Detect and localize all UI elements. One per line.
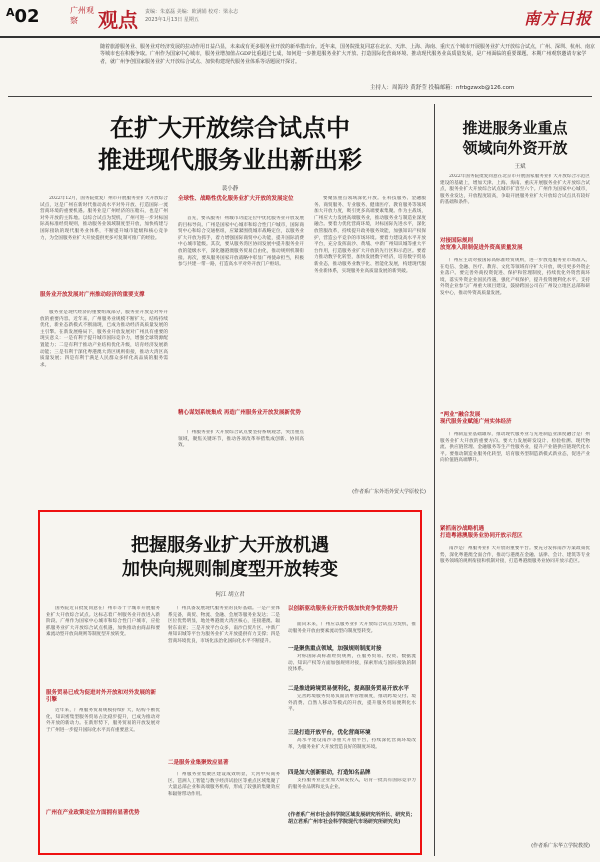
bottom-article-credit: (作者系广州市社会科学院区域发展研究所所长、研究员；胡立君系广州市社会科学院现代市场研究所研究员): [288, 812, 416, 825]
bottom-article-subhead: 一是聚焦重点领域，加强规则制度对接: [288, 646, 382, 652]
right-article-column: [440, 174, 590, 234]
bottom-article-column-3d: [288, 738, 416, 766]
right-article-credit: (作者系广东华立学院教授): [531, 843, 590, 849]
top-article-column-2: [178, 216, 304, 402]
article-paragraph: 2022年国务院批复同意在北京市开展国家服务业扩大开放综合示范区建设的基础上，增加天津、上海、海南、重庆开展服务业扩大开放综合试点，服务业扩大开放综合试点城市扩容至六个。广州作为国家中心城市，服务业发达，开放程度较高，争取开展服务业扩大开放综合试点具有较好的基础和条件。: [440, 174, 590, 206]
top-article-author: 裴小静: [221, 186, 239, 192]
subhead-line: “两业”融合发展: [440, 412, 481, 418]
bottom-article-column-1: [46, 606, 160, 666]
right-article-subhead: [440, 412, 590, 426]
divider: [8, 96, 592, 97]
bottom-article-subhead: 二是服务业集聚效应显著: [168, 760, 229, 766]
intro-byline: 主持人：周海玲 黄舒莹 投稿邮箱：nfrbgzwxb@126.com: [370, 85, 515, 91]
subhead-line: 现代服务业赋能广州实体经济: [440, 419, 512, 425]
column-divider: [434, 104, 435, 856]
bottom-article-subhead: 广州在产业政策定位方面拥有显著优势: [46, 810, 140, 816]
masthead-meta-line: 2023年1月13日 星期五: [145, 17, 199, 23]
masthead-meta-line: 责编：朱嘉磊 美编：欧满娟 校对：梁永志: [145, 9, 239, 15]
subhead-line: 对接国际规则: [440, 238, 474, 244]
section-subtitle: 广州观察: [70, 6, 94, 25]
right-article-subhead: [440, 526, 590, 540]
newspaper-logo: 南方日报: [523, 9, 592, 28]
right-article-subhead: [440, 238, 590, 252]
bottom-article-author: 何江 胡立君: [215, 592, 245, 598]
article-paragraph: 近年来，广州服务贸易规模持续扩大，结构不断优化，知识密集型服务贸易占比稳步提升，已成为推动对外开放的新动力。在新形势下，服务贸易的开放发展对于广州进一步提升国际化水平具有重要意义。: [46, 708, 160, 733]
bottom-article-column-3c: [288, 694, 416, 726]
bottom-article-subhead: 服务贸易已成为促进对外开放和对外发展的新引擎: [46, 690, 157, 703]
headline-line: 把握服务业扩大开放机遇: [131, 535, 329, 556]
headline-line: 在扩大开放综合试点中: [110, 113, 350, 142]
article-paragraph: 广州具备发展现代服务业的良好基础。一是产业体系完备，商贸、物流、金融、会展等服务业发达；二是区位优势明显，地处粤港澳大湾区核心，连接港澳、辐射东南亚；三是开放平台众多，南沙自贸片区、中新广州知识城等平台为服务业扩大开放提供有力支撑；四是营商环境优良，市场化法治化国际化水平不断提升。: [168, 606, 280, 644]
page-number: $^A$02: [6, 6, 40, 27]
top-article-subhead: 服务业开放发展对广州推动经济的重要支撑: [40, 292, 145, 298]
article-paragraph: 高水平建设南沙等重大开放平台，持续深化营商环境改革，为服务业扩大开放营造良好的制度环境。: [288, 738, 416, 750]
article-paragraph: 支持服务业企业加大研发投入，培育一批具有国际竞争力的服务业品牌和龙头企业。: [288, 778, 416, 790]
headline-line: 推进服务业重点: [462, 119, 568, 137]
article-paragraph: 南沙是广州服务业扩大开放的重要平台。要充分发挥南沙方案政策优势，深化粤港澳全面合作，推动与港澳在金融、法律、会计、建筑等专业服务领域的规则衔接和机制对接，打造粤港澳服务业协同开放示范区。: [440, 546, 590, 565]
article-paragraph: 首先，要从服务广州城市功能定位中优化服务业开放发展的目标导向。广州是国家中心城市和综合性门户城市，国际商贸中心和综合交通枢纽，应紧紧围绕城市战略定位，以服务业扩大开放为抓手，着力增强国际商贸中心功能，提升国际消费中心城市能级。其次，要从服务湾区协同发展中提升服务业开放的能级水平，深化穗港澳服务贸易自由化，推动规则机制衔接。再次，要从服务国家开放战略中彰显广州使命担当，积极参与共建一带一路，打造高水平对外开放门户枢纽。: [178, 216, 304, 268]
article-paragraph: 完善跨境服务贸易负面清单管理制度，推动跨境交付、境外消费、自然人移动等模式的开放，提升服务贸易便利化水平。: [288, 694, 416, 713]
bottom-article-subhead: 四是加大创新驱动，打造知名品牌: [288, 770, 371, 776]
headline-line: 加快向规则制度型开放转变: [122, 559, 338, 580]
article-paragraph: 广州应主动对接国际高标准经贸规则，进一步放宽服务业市场准入，在电信、金融、医疗、教育、文化等领域有序扩大开放，吸引更多外资企业落户。要完善外商投资促进、保护和管理制度，持续优化外资营商环境，落实外资企业国民待遇，强化产权保护，提升投资便利化水平。支持外资企业参与广州重大项目建设，鼓励跨国公司在广州设立地区总部和研发中心，推动外资高质量发展。: [440, 258, 590, 296]
top-article-subhead: 精心谋划系统集成 再造广州服务业开放发展新优势: [178, 410, 301, 416]
bottom-article-column-3b: [288, 654, 416, 682]
bottom-article-column-1b: [46, 708, 160, 800]
intro-paragraph: 随着旅游服务业、服务业对经济发展的拉动作用日益凸显，未来或有更多服务业开放的新举措出台。近年来，国务院批复同意在北京、天津、上海、海南、重庆五个城市开展服务业扩大开放综合试点，广州、深圳、杭州、南京等城市也在积极争取。广州作为国家中心城市，服务业增加值占GDP比重超过七成，如何进一步推进服务业扩大开放、打造国际化营商环境、推动现代服务业高质量发展，是广州面临的重要课题。本期广州观察邀请专家学者，就广州争创国家服务业扩大开放综合试点、加快构建现代服务业体系等话题展开探讨。: [100, 44, 596, 65]
bottom-article-column-2b: [168, 772, 280, 848]
right-article-author: 王斌: [514, 164, 526, 170]
article-paragraph: 广州制造业基础雄厚，推动现代服务业与先进制造业深度融合是广州服务业扩大开放的重要方向。要大力发展研发设计、检验检测、现代物流、供应链管理、金融服务等生产性服务业，提升产业链供应链现代化水平。要推动制造业服务化转型，培育服务型制造新模式新业态，促进产业向价值链高端攀升。: [440, 432, 590, 464]
right-article-column-c: [440, 432, 590, 520]
subhead-line: 紧抓南沙战略机遇: [440, 526, 485, 532]
right-article-headline: [440, 118, 590, 158]
right-article-column-b: [440, 258, 590, 406]
article-paragraph: 广州服务业集聚区建设成效明显，天河中央商务区、琶洲人工智能与数字经济试验区等重点区域集聚了大量总部企业和高端服务机构，形成了较强的集聚效应和辐射带动作用。: [168, 772, 280, 797]
top-article-column-1b: [40, 310, 168, 494]
top-article-column-1: [40, 196, 168, 288]
bottom-article-subhead: 二是推进跨境贸易便利化，提高服务贸易开放水平: [288, 686, 410, 692]
article-paragraph: 面向未来，广州应以服务业扩大开放综合试点为契机，推动服务业开放由要素流动型向制度型转变。: [288, 622, 416, 634]
masthead: [0, 0, 600, 38]
article-paragraph: 2022年12月，国务院批复广州市开展服务业扩大开放综合试点，这是广州在新时代推动高水平对外开放、打造国际一流营商环境的重要机遇。服务业是广州经济的压舱石，也是广州对外开放的主阵地。以综合试点为契机，广州可进一步对标国际高标准经贸规则，推动服务业领域制度型开放，加快构建与国际接轨的现代服务业体系，不断提升城市能级和核心竞争力，为全国服务业扩大开放提供更多可复制可推广的经验。: [40, 196, 168, 241]
bottom-article-column-2: [168, 606, 280, 756]
top-article-subhead: 全球性、战略性优化服务业扩大开放的发展定位: [178, 196, 294, 202]
subhead-line: 打造粤港澳服务业协同开放示范区: [440, 533, 523, 539]
bottom-article-column-3e: [288, 778, 416, 806]
section-name: 观点: [98, 8, 138, 32]
article-paragraph: 国务院近日批复同意在广州市等十个城市开展服务业扩大开放综合试点。这标志着广州服务业开放进入新阶段。广州作为国家中心城市和综合性门户城市，应抢抓服务业扩大开放综合试点机遇，加快推动由商品和要素流动型开放向规则等制度型开放转变。: [46, 606, 160, 638]
headline-line: 推进现代服务业出新出彩: [98, 145, 362, 174]
article-paragraph: 要聚焦重点领域深化开放。在科技服务、金融服务、商贸服务、专业服务、健康医疗、教育服务等领域加大开放力度，吸引更多高端要素集聚。作为主战场，广州应大力发展高端服务业，推动服务业与制造业深度融合。要着力优化营商环境，对标国际先进水平，深化放管服改革，持续提升政务服务效能，加强知识产权保护，营造公平竞争的市场环境。要着力建设高水平开放平台，充分发挥南沙、黄埔、中新广州知识城等重大平台作用，打造服务业扩大开放的先行区和示范区。要着力推动数字化转型，加快发展数字经济，培育数字贸易新业态，推动服务业数字化、智能化发展，构建现代服务业新体系，实现服务业高质量发展的新突破。: [314, 196, 426, 274]
article-paragraph: 服务业是现代经济的重要组成部分，服务业开放是对外开放的重要内容。近年来，广州服务业规模不断扩大，结构持续优化，新业态新模式不断涌现，已成为推动经济高质量发展的主引擎。在新发展格局下，服务业开放发展对广州具有重要的现实意义：一是有利于提升城市国际竞争力，增强全球资源配置能力；二是有利于推动产业结构优化升级，培育经济发展新动能；三是有利于深化粤港澳大湾区规则衔接，推动大湾区高质量发展；四是有利于满足人民群众多样化高品质的服务需求。: [40, 310, 168, 368]
top-article-column-2b: [178, 430, 304, 494]
right-article-column-d: [440, 546, 590, 838]
subhead-line: 放宽准入限制促进外资高质量发展: [440, 245, 523, 251]
bottom-article-subhead: 以创新驱动服务业开放升级加快竞争优势提升: [288, 606, 399, 612]
top-article-column-3: [314, 196, 426, 484]
top-article-credit: (作者系广东外语外贸大学原校长): [352, 489, 426, 495]
article-paragraph: 对标国际高标准经贸规则，在服务贸易、投资、数据流动、知识产权等方面加强规则对接，探索形成与国际接轨的制度体系。: [288, 654, 416, 673]
top-article-headline: [40, 112, 420, 176]
headline-line: 领域向外资开放: [462, 139, 568, 157]
bottom-article-headline: [44, 534, 416, 582]
bottom-article-subhead: 三是打造开放平台，优化营商环境: [288, 730, 371, 736]
bottom-article-column-3: [288, 622, 416, 642]
article-paragraph: 广州服务业扩大开放综合试点要坚持系统观念，突出重点领域，聚焦关键环节，推动各项改革举措集成创新、协同高效。: [178, 430, 304, 449]
masthead-meta: [145, 8, 238, 24]
